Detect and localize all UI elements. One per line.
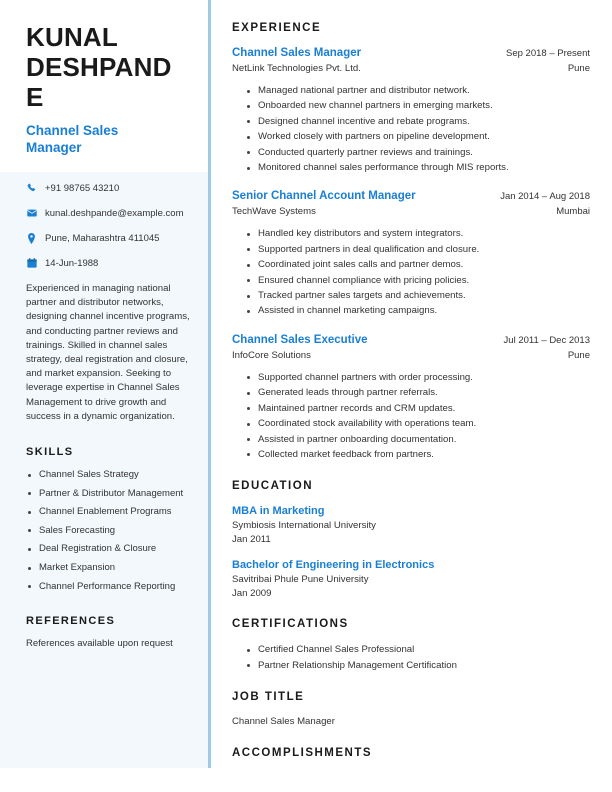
list-item: Maintained partner records and CRM updates. — [246, 401, 590, 416]
list-item: Managed national partner and distributor network. — [246, 83, 590, 98]
skills-heading: SKILLS — [26, 446, 74, 459]
education-degree: Bachelor of Engineering in Electronics — [232, 559, 435, 572]
list-item: Channel Enablement Programs — [26, 505, 193, 519]
list-item: Partner Relationship Management Certification — [246, 658, 590, 673]
job-dates: Jul 2011 – Dec 2013 — [503, 334, 590, 346]
list-item: Channel Sales Strategy — [26, 468, 193, 482]
list-item: Conducted quarterly partner reviews and trainings. — [246, 145, 590, 160]
skills-list — [26, 468, 193, 593]
job-title: Channel Sales Executive — [232, 333, 368, 346]
candidate-name: KUNAL DESHPANDE — [26, 22, 172, 112]
list-item: Coordinated stock availability with operations team. — [246, 416, 590, 431]
education-school: Symbiosis International University — [232, 520, 376, 532]
job-bullets — [232, 370, 590, 462]
education-entry — [232, 558, 590, 600]
job-company: NetLink Technologies Pvt. Ltd. — [232, 63, 361, 74]
list-item: Certified Channel Sales Professional — [246, 642, 590, 657]
list-item: Handled key distributors and system integrators. — [246, 226, 590, 241]
job-header — [232, 333, 590, 348]
list-item: Ensured channel compliance with pricing policies. — [246, 273, 590, 288]
list-item: Coordinated joint sales calls and partner demos. — [246, 257, 590, 272]
list-item: Assisted in partner onboarding documentation. — [246, 432, 590, 447]
job-location: Mumbai — [556, 206, 590, 218]
accomplishments-heading: ACCOMPLISHMENTS — [232, 747, 373, 760]
list-item: Channel Performance Reporting — [26, 580, 193, 594]
candidate-job-title: Channel Sales Manager — [26, 123, 119, 155]
job-title: Senior Channel Account Manager — [232, 190, 416, 203]
list-item: Market Expansion — [26, 561, 193, 575]
references-heading: REFERENCES — [26, 615, 116, 628]
accomplishments-section — [232, 747, 590, 759]
contact-birthdate — [26, 257, 193, 270]
job-header — [232, 46, 590, 61]
list-item: Generated leads through partner referrals. — [246, 385, 590, 400]
experience-heading: EXPERIENCE — [232, 22, 322, 34]
job-location: Pune — [567, 349, 590, 361]
contact-phone-value: +91 98765 43210 — [45, 183, 120, 194]
education-section — [232, 480, 590, 600]
contact-birthdate-value: 14-Jun-1988 — [45, 258, 99, 269]
job-location: Pune — [567, 63, 590, 74]
job-company: TechWave Systems — [232, 206, 316, 218]
job-dates: Sep 2018 – Present — [506, 48, 590, 59]
certifications-list — [232, 642, 590, 673]
contact-location — [26, 232, 193, 245]
list-item: Assisted in channel marketing campaigns. — [246, 303, 590, 318]
job-bullets — [232, 83, 590, 175]
list-item: Collected market feedback from partners. — [246, 447, 590, 462]
contact-phone — [26, 182, 193, 195]
list-item: Designed channel incentive and rebate programs. — [246, 114, 590, 129]
sidebar — [0, 0, 211, 792]
education-date: Jan 2009 — [232, 587, 272, 599]
list-item: Supported partners in deal qualification and closure. — [246, 242, 590, 257]
job-title: Channel Sales Manager — [232, 47, 362, 59]
job-company: InfoCore Solutions — [232, 349, 311, 361]
contact-email-value: kunal.deshpande@example.com — [45, 208, 184, 219]
list-item: Worked closely with partners on pipeline development. — [246, 129, 590, 144]
profile-summary: Experienced in managing national partner and distributor networks, designing channel incentive programs, and conducting partner reviews and trainings. Skilled in channel sales strategy, deal registration and closure, and market expansion. Seeking to leverage expertise in Channel Sales Management to drive growth and success in a dynamic organization. — [26, 283, 190, 422]
email-icon — [26, 207, 37, 219]
education-school: Savitribai Phule Pune University — [232, 574, 369, 586]
list-item: Monitored channel sales performance through MIS reports. — [246, 160, 590, 175]
job-title-value: Channel Sales Manager — [232, 716, 335, 728]
location-pin-icon — [26, 232, 37, 244]
job-subheader — [232, 205, 590, 219]
calendar-icon — [26, 257, 37, 269]
list-item: Supported channel partners with order processing. — [246, 370, 590, 385]
experience-section — [232, 22, 590, 462]
list-item: Sales Forecasting — [26, 524, 193, 538]
contact-email — [26, 207, 193, 220]
contact-list — [26, 182, 193, 270]
education-heading: EDUCATION — [232, 480, 314, 493]
job-subheader — [232, 62, 590, 76]
job-subheader — [232, 349, 590, 363]
list-item: Tracked partner sales targets and achievements. — [246, 288, 590, 303]
certifications-section — [232, 618, 590, 673]
job-dates: Jan 2014 – Aug 2018 — [500, 191, 590, 203]
phone-icon — [26, 182, 37, 194]
list-item: Partner & Distributor Management — [26, 487, 193, 501]
education-date: Jan 2011 — [232, 533, 271, 545]
list-item: Deal Registration & Closure — [26, 542, 193, 556]
education-degree: MBA in Marketing — [232, 505, 325, 518]
education-entry — [232, 504, 590, 546]
job-bullets — [232, 226, 590, 318]
job-title-section — [232, 691, 590, 729]
references-text: References available upon request — [26, 638, 173, 650]
experience-entry — [232, 333, 590, 462]
contact-location-value: Pune, Maharashtra 411045 — [45, 233, 160, 244]
main-content — [232, 22, 590, 775]
certifications-heading: CERTIFICATIONS — [232, 618, 349, 631]
job-title-heading: JOB TITLE — [232, 691, 305, 704]
list-item: Onboarded new channel partners in emerging markets. — [246, 98, 590, 113]
job-header — [232, 189, 590, 204]
experience-entry — [232, 189, 590, 318]
experience-entry — [232, 46, 590, 175]
